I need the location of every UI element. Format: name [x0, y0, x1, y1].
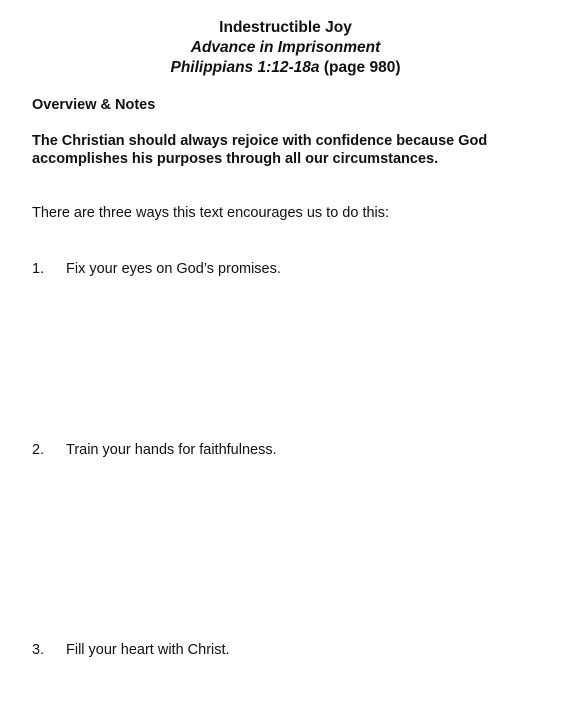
- scripture-page: (page 980): [319, 59, 401, 76]
- point-number: 2.: [32, 442, 45, 458]
- point-text: Fix your eyes on God’s promises.: [66, 261, 281, 277]
- point-number: 3.: [32, 642, 45, 658]
- point-text: Train your hands for faithfulness.: [66, 442, 277, 458]
- list-item: [32, 260, 281, 278]
- list-item: [32, 641, 230, 659]
- point-text: Fill your heart with Christ.: [66, 642, 230, 658]
- scripture-passage: Philippians 1:12-18a: [170, 59, 320, 76]
- intro-text: There are three ways this text encourages us to do this:: [32, 205, 390, 221]
- section-label: Overview & Notes: [32, 97, 156, 113]
- point-number: 1.: [32, 261, 45, 277]
- sermon-subtitle: Advance in Imprisonment: [190, 39, 381, 56]
- page-header: [0, 18, 571, 78]
- scripture-reference: [0, 58, 571, 78]
- sermon-title: Indestructible Joy: [219, 19, 352, 36]
- thesis-statement: The Christian should always rejoice with confidence because God accomplishes his purposes through all our circumstances.: [32, 133, 488, 167]
- list-item: [32, 441, 277, 459]
